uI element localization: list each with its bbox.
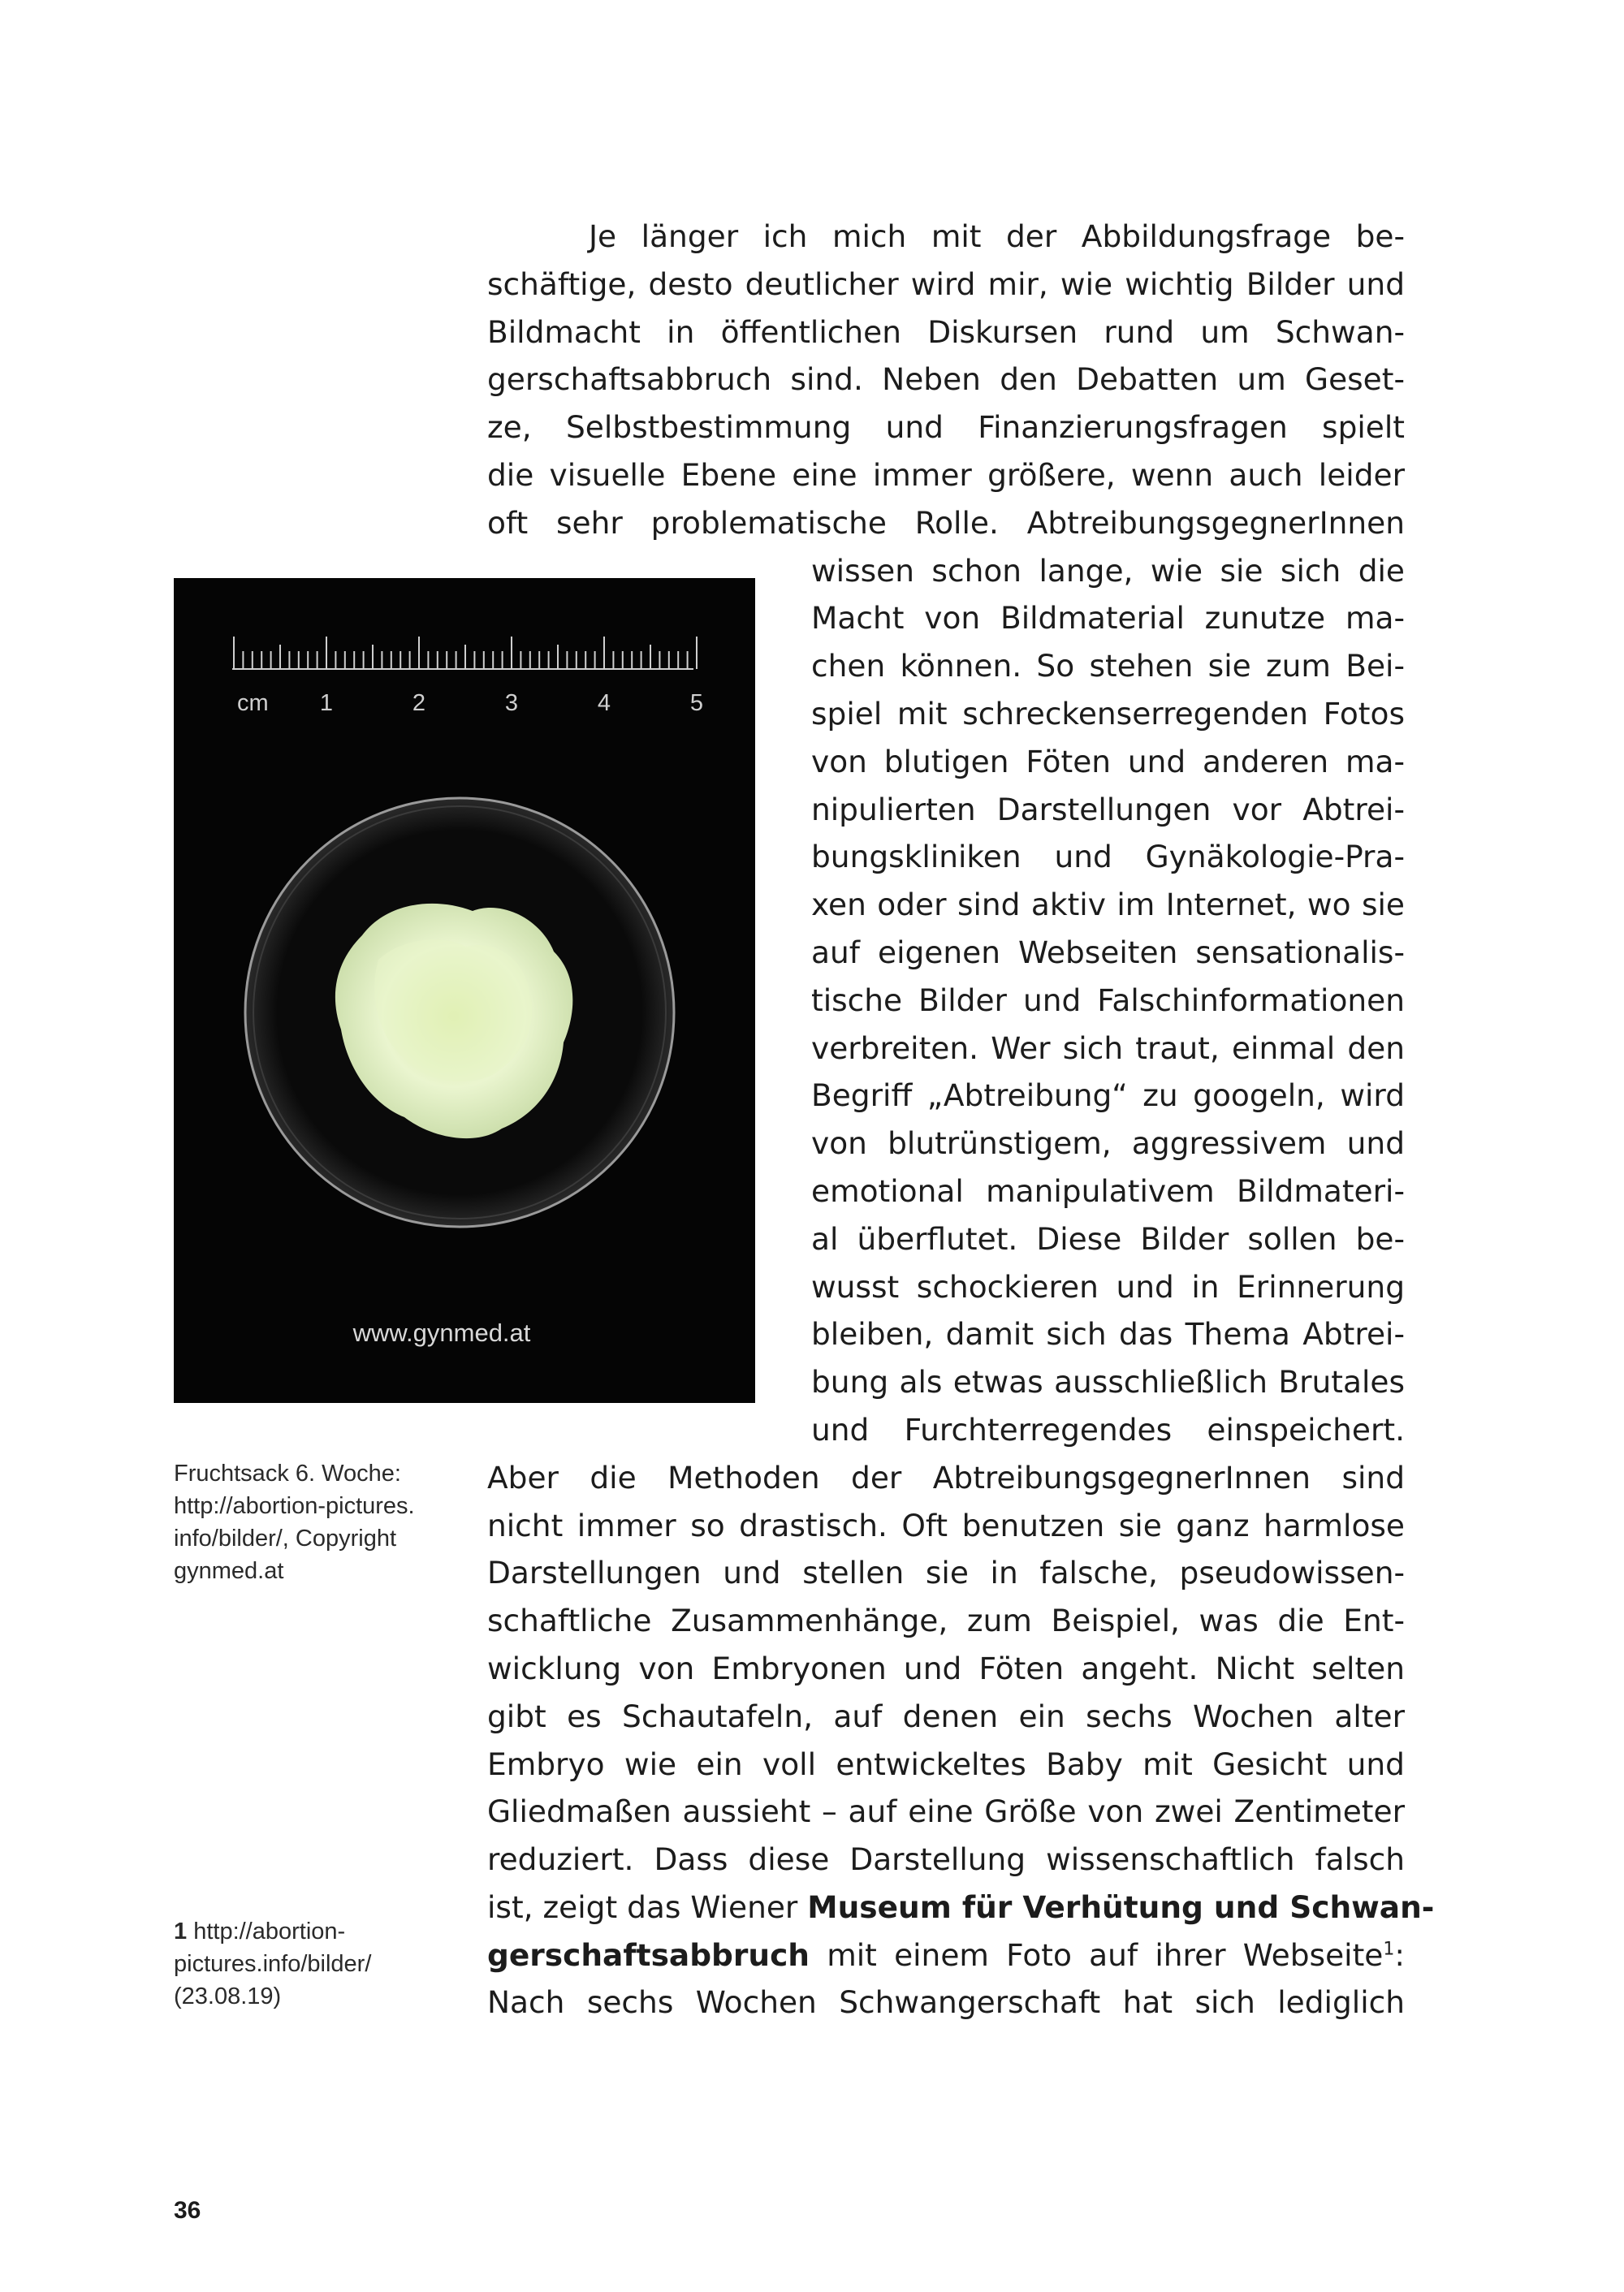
text-line: gibt es Schautafeln, auf denen ein sechs Wochen alter: [487, 1698, 1405, 1734]
text-run: ist, zeigt das Wiener: [487, 1888, 808, 1925]
text-line: verbreiten. Wer sich traut, einmal den: [811, 1029, 1405, 1066]
text-line: auf eigenen Webseiten sensationalis-: [811, 934, 1405, 970]
text-line: Macht von Bildmaterial zunutze ma-: [811, 600, 1405, 637]
ruler-number-label: 4: [597, 690, 611, 716]
text-line: spiel mit schreckenserregenden Fotos: [811, 695, 1405, 732]
text-line: wissen schon lange, wie sie sich die: [811, 552, 1405, 589]
text-line: und Furchterregendes einspeichert.: [811, 1411, 1405, 1448]
footnote: [174, 1915, 466, 2013]
ruler-number-label: 3: [504, 690, 519, 716]
text-line: nipulierten Darstellungen vor Abtrei-: [811, 791, 1405, 827]
ruler-unit-label: cm: [237, 690, 269, 716]
footnote-reference: 1: [1383, 1939, 1395, 1960]
photo-watermark: www.gynmed.at: [352, 1319, 531, 1347]
text-line: schaftliche Zusammenhänge, zum Beispiel, was die Ent-: [487, 1603, 1405, 1639]
footnote-text: http://abortion-pictures.info/bilder/ (23.08.19): [174, 1919, 372, 2009]
text-line: bung als etwas ausschließlich Brutales: [811, 1364, 1405, 1401]
text-line: wusst schockieren und in Erinnerung: [811, 1268, 1405, 1305]
text-line: Aber die Methoden der AbtreibungsgegnerInnen sind: [487, 1459, 1405, 1496]
ruler-number-label: 5: [689, 690, 704, 716]
text-line: [487, 1884, 1435, 1932]
text-line: gerschaftsabbruch sind. Neben den Debatten um Geset-: [487, 361, 1405, 398]
text-line: ze, Selbstbestimmung und Finanzierungsfragen spielt: [487, 409, 1405, 446]
text-line: Embryo wie ein voll entwickeltes Baby mit Gesicht und: [487, 1746, 1405, 1782]
text-run: :: [1394, 1936, 1405, 1973]
text-line: Gliedmaßen aussieht – auf eine Größe von zwei Zentimeter: [487, 1793, 1405, 1830]
text-line: bleiben, damit sich das Thema Abtrei-: [811, 1316, 1405, 1353]
footnote-number: 1: [174, 1919, 188, 1945]
text-line: Je länger ich mich mit der Abbildungsfrage be-: [589, 218, 1405, 254]
text-line: von blutigen Föten und anderen ma-: [811, 743, 1405, 779]
text-line: emotional manipulativem Bildmateri-: [811, 1172, 1405, 1209]
text-line: nicht immer so drastisch. Oft benutzen sie ganz harmlose: [487, 1507, 1405, 1543]
text-line: die visuelle Ebene eine immer größere, wenn auch leider: [487, 456, 1405, 493]
text-line: reduziert. Dass diese Darstellung wissenschaftlich falsch: [487, 1841, 1405, 1878]
museum-name-bold: gerschaftsabbruch: [487, 1936, 810, 1973]
text-line: Begriff „Abtreibung“ zu googeln, wird: [811, 1077, 1405, 1114]
text-line: chen können. So stehen sie zum Bei-: [811, 648, 1405, 684]
text-line: xen oder sind aktiv im Internet, wo sie: [811, 887, 1405, 923]
text-line: wicklung von Embryonen und Föten angeht. Nicht selten: [487, 1650, 1405, 1686]
photo-graphic: [174, 578, 755, 1403]
text-line: Bildmacht in öffentlichen Diskursen rund um Schwan-: [487, 313, 1405, 350]
text-line: schäftige, desto deutlicher wird mir, wie wichtig Bilder und: [487, 265, 1405, 302]
text-line: von blutrünstigem, aggressivem und: [811, 1125, 1405, 1162]
museum-name-bold: Museum für Verhütung und Schwan-: [807, 1888, 1435, 1925]
text-line: Darstellungen und stellen sie in falsche, pseudowissen-: [487, 1555, 1405, 1591]
text-line: bungskliniken und Gynäkologie-Pra-: [811, 839, 1405, 875]
ruler-number-label: 2: [412, 690, 426, 716]
text-line: tische Bilder und Falschinformationen: [811, 982, 1405, 1018]
fruchtsack-photo: [174, 578, 755, 1403]
page-number: 36: [174, 2197, 201, 2224]
text-line: al überflutet. Diese Bilder sollen be-: [811, 1220, 1405, 1257]
image-caption: Fruchtsack 6. Woche: http://abortion-pictures. info/bilder/, Copyright gynmed.at: [174, 1461, 415, 1584]
text-line: [487, 1932, 1405, 1979]
text-line: Nach sechs Wochen Schwangerschaft hat sich lediglich: [487, 1984, 1405, 2021]
ruler-number-label: 1: [319, 690, 334, 716]
text-line: oft sehr problematische Rolle. AbtreibungsgegnerInnen: [487, 504, 1405, 541]
text-run: mit einem Foto auf ihrer Webseite: [810, 1936, 1384, 1973]
